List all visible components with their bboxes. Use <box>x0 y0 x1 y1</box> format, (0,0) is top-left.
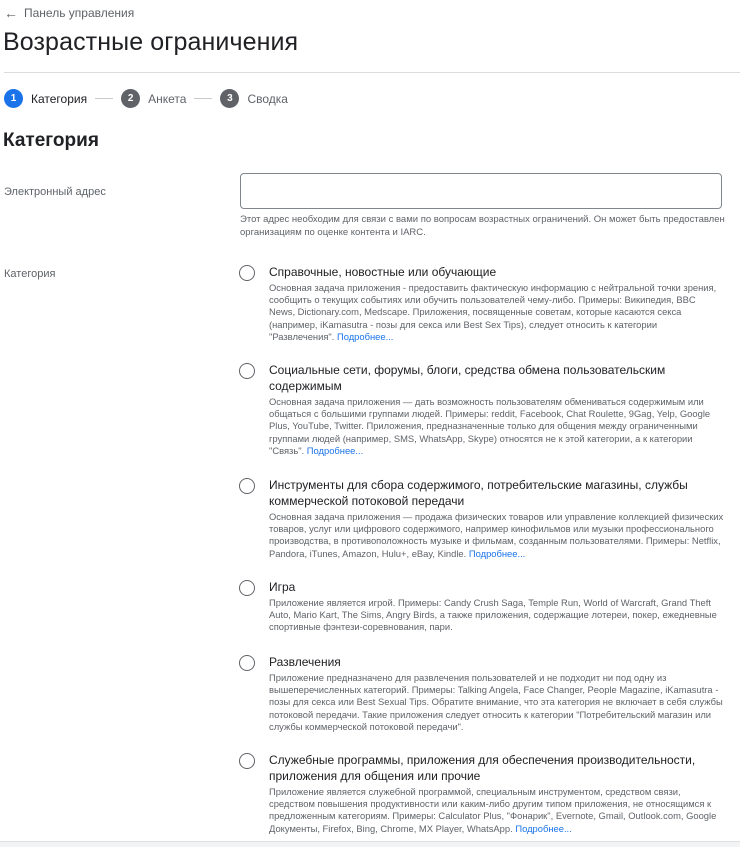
header-divider <box>4 72 740 73</box>
radio-button[interactable] <box>239 363 255 379</box>
step-number-badge: 3 <box>220 89 239 108</box>
option-title: Справочные, новостные или обучающие <box>269 265 497 279</box>
option-title: Инструменты для сбора содержимого, потребительские магазины, службы коммерческой потоковой передачи <box>269 478 688 508</box>
option-title: Развлечения <box>269 655 341 669</box>
option-description: Приложение предназначено для развлечения пользователей и не подходит ни под одну из вышеперечисленных категорий. Примеры: Talking Angela, Face Changer, People Magazine, iKamasutra - позы для секса или Best Sexual Tips. Обратите внимание, что эта категория не включает в себя службы потоковой передачи. Такие приложения следует относить к категории "Потребительский магазин или службы коммерческой потоковой передачи". <box>269 672 723 732</box>
step-label: Анкета <box>148 91 187 106</box>
option-title: Служебные программы, приложения для обеспечения производительности, приложения для общения или прочие <box>269 753 696 783</box>
option-description: Основная задача приложения — дать возможность пользователям обмениваться содержимым или общаться с большими группами людей. Примеры: reddit, Facebook, Chat Roulette, 9Gag, Yelp, Google Plus, YouTube, Twitter. Приложения, предназначенные только для общения между ограниченными группами людей (например, SMS, WhatsApp, Skype) относятся не к этой категории, а к категории "Связь". Подробнее... <box>269 396 711 456</box>
arrow-left-icon: ← <box>4 5 18 21</box>
back-to-dashboard-link[interactable] <box>4 6 134 20</box>
option-description: Приложение является служебной программой, специальным инструментом, средством связи, средством повышения продуктивности или каким-либо другим типом приложения, не относящимся к предложенным категориям. Примеры: Calculator Plus, "Фонарик", Evernote, Gmail, Outlook.com, Google Документы, Firefox, Bing, Chrome, MX Player, WhatsApp. Подробнее... <box>269 786 717 834</box>
category-option-consumer-stores-streaming[interactable] <box>239 477 729 560</box>
category-option-social-networks[interactable] <box>239 362 729 457</box>
stepper <box>4 89 288 108</box>
step-connector <box>95 98 113 99</box>
option-description: Основная задача приложения — продажа физических товаров или управление коллекцией физических товаров, услуг или цифрового содержимого, например кинофильмов или музыки профессионального производства, в противоположность музыке и фильмам, созданным пользователями. Примеры: Netflix, Pandora, iTunes, Amazon, Hulu+, eBay, Kindle. Подробнее... <box>269 511 724 559</box>
step-label: Категория <box>31 91 88 106</box>
step-number-badge: 1 <box>4 89 23 108</box>
page-title: Возрастные ограничения <box>3 28 299 56</box>
category-label: Категория <box>4 268 56 280</box>
option-description: Основная задача приложения - предоставить фактическую информацию с нейтральной точки зрения, сообщить о текущих событиях или обучить пользователей чему-либо. Примеры: Википедия, BBC News, Dictionary.com, Medscape. Приложения, посвященные советам, которые касаются секса (например, iKamasutra - позы для секса или Best Sex Tips), следует относить к категории "Развлечения". Подробнее... <box>269 282 717 342</box>
learn-more-link[interactable]: Подробнее... <box>515 822 572 834</box>
category-option-game[interactable] <box>239 579 729 634</box>
email-label: Электронный адрес <box>4 186 106 198</box>
step-connector <box>194 98 212 99</box>
learn-more-link[interactable]: Подробнее... <box>468 547 526 559</box>
radio-button[interactable] <box>239 655 255 671</box>
category-option-entertainment[interactable] <box>239 654 729 733</box>
bottom-action-bar <box>0 841 740 847</box>
email-hint: Этот адрес необходим для связи с вами по вопросам возрастных ограничений. Он может быть предоставлен организациям по оценке контента и IARC. <box>240 214 725 238</box>
radio-button[interactable] <box>239 580 255 596</box>
step-questionnaire[interactable] <box>121 89 186 108</box>
learn-more-link[interactable]: Подробнее... <box>306 444 364 456</box>
option-title: Игра <box>269 580 296 594</box>
step-number-badge: 2 <box>121 89 140 108</box>
learn-more-link[interactable]: Подробнее... <box>336 330 394 342</box>
radio-button[interactable] <box>239 478 255 494</box>
category-option-utilities-productivity[interactable] <box>239 752 729 835</box>
radio-button[interactable] <box>239 265 255 281</box>
category-option-reference-news-education[interactable] <box>239 264 729 343</box>
option-description: Приложение является игрой. Примеры: Candy Crush Saga, Temple Run, World of Warcraft, Grand Theft Auto, Mario Kart, The Sims, Angry Birds, а также приложения, содержащие лотереи, покер, ежедневные спортивные фэнтези-соревнования, пари. <box>269 597 717 633</box>
section-title: Категория <box>3 130 99 151</box>
radio-button[interactable] <box>239 753 255 769</box>
step-label: Сводка <box>247 91 288 106</box>
option-title: Социальные сети, форумы, блоги, средства обмена пользовательским содержимым <box>269 363 666 393</box>
back-link-label: Панель управления <box>24 6 135 20</box>
email-input[interactable] <box>240 173 722 209</box>
step-summary[interactable] <box>220 89 288 108</box>
step-category[interactable] <box>4 89 87 108</box>
